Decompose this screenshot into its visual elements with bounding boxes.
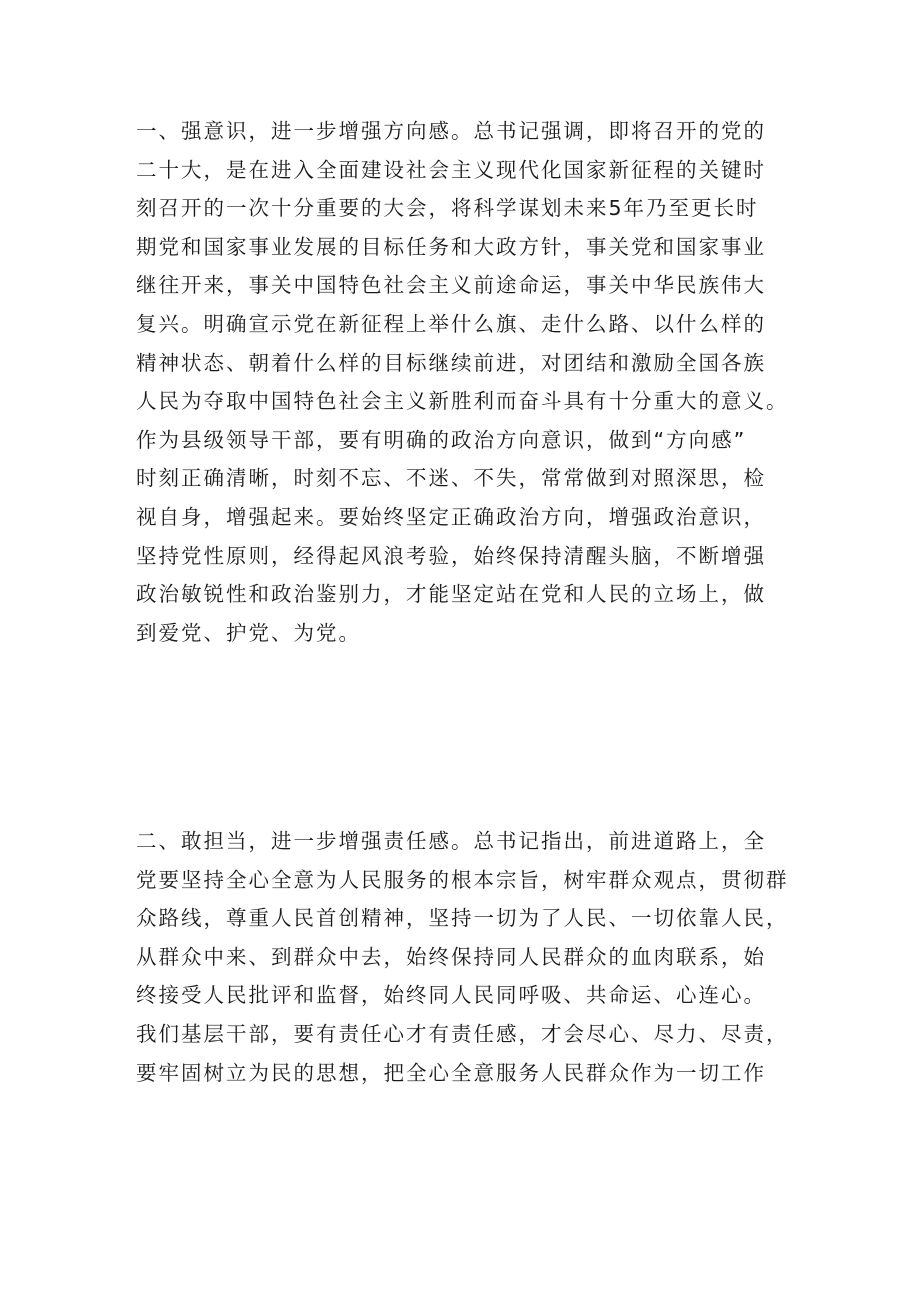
text-line: 作为县级领导干部，要有明确的政治方向意识，做到“方向感”: [136, 427, 747, 452]
text-line: 人民为夺取中国特色社会主义新胜利而奋斗具有十分重大的意义。: [136, 389, 789, 414]
text-line: 政治敏锐性和政治鉴别力，才能坚定站在党和人民的立场上，做: [136, 582, 766, 607]
text-line: 党要坚持全心全意为人民服务的根本宗旨，树牢群众观点，贯彻群: [136, 867, 789, 892]
text-line: 精神状态、朝着什么样的目标继续前进，对团结和激励全国各族: [136, 350, 766, 375]
text-line: 视自身，增强起来。要始终坚定正确政治方向，增强政治意识，: [136, 504, 766, 529]
text-line: 众路线，尊重人民首创精神，坚持一切为了人民、一切依靠人民，: [136, 906, 789, 931]
text-line: 一、强意识，进一步增强方向感。总书记强调，即将召开的党的: [136, 119, 766, 143]
paragraph-responsibility: [136, 822, 789, 1092]
text-line: 二、敢担当，进一步增强责任感。总书记指出，前进道路上，全: [136, 829, 766, 853]
text-line: 复兴。明确宣示党在新征程上举什么旗、走什么路、以什么样的: [136, 311, 766, 336]
text-line: 坚持党性原则，经得起风浪考验，始终保持清醒头脑，不断增强: [136, 543, 766, 568]
text-line: 我们基层干部，要有责任心才有责任感，才会尽心、尽力、尽责，: [136, 1021, 789, 1046]
paragraph-strengthen-direction: [136, 112, 789, 652]
text-line: 从群众中来、到群众中去，始终保持同人民群众的血肉联系，始: [136, 944, 766, 969]
text-line: 到爱党、护党、为党。: [136, 620, 361, 645]
text-line: 刻召开的一次十分重要的大会，将科学谋划未来5年乃至更长时: [136, 196, 759, 221]
text-line: 要牢固树立为民的思想，把全心全意服务人民群众作为一切工作: [136, 1060, 766, 1085]
text-line: 时刻正确清晰，时刻不忘、不迷、不失，常常做到对照深思，检: [136, 466, 766, 491]
text-line: 继往开来，事关中国特色社会主义前途命运，事关中华民族伟大: [136, 273, 766, 298]
text-line: 终接受人民批评和监督，始终同人民同呼吸、共命运、心连心。: [136, 983, 766, 1008]
text-line: 二十大，是在进入全面建设社会主义现代化国家新征程的关键时: [136, 157, 766, 182]
text-line: 期党和国家事业发展的目标任务和大政方针，事关党和国家事业: [136, 234, 766, 259]
